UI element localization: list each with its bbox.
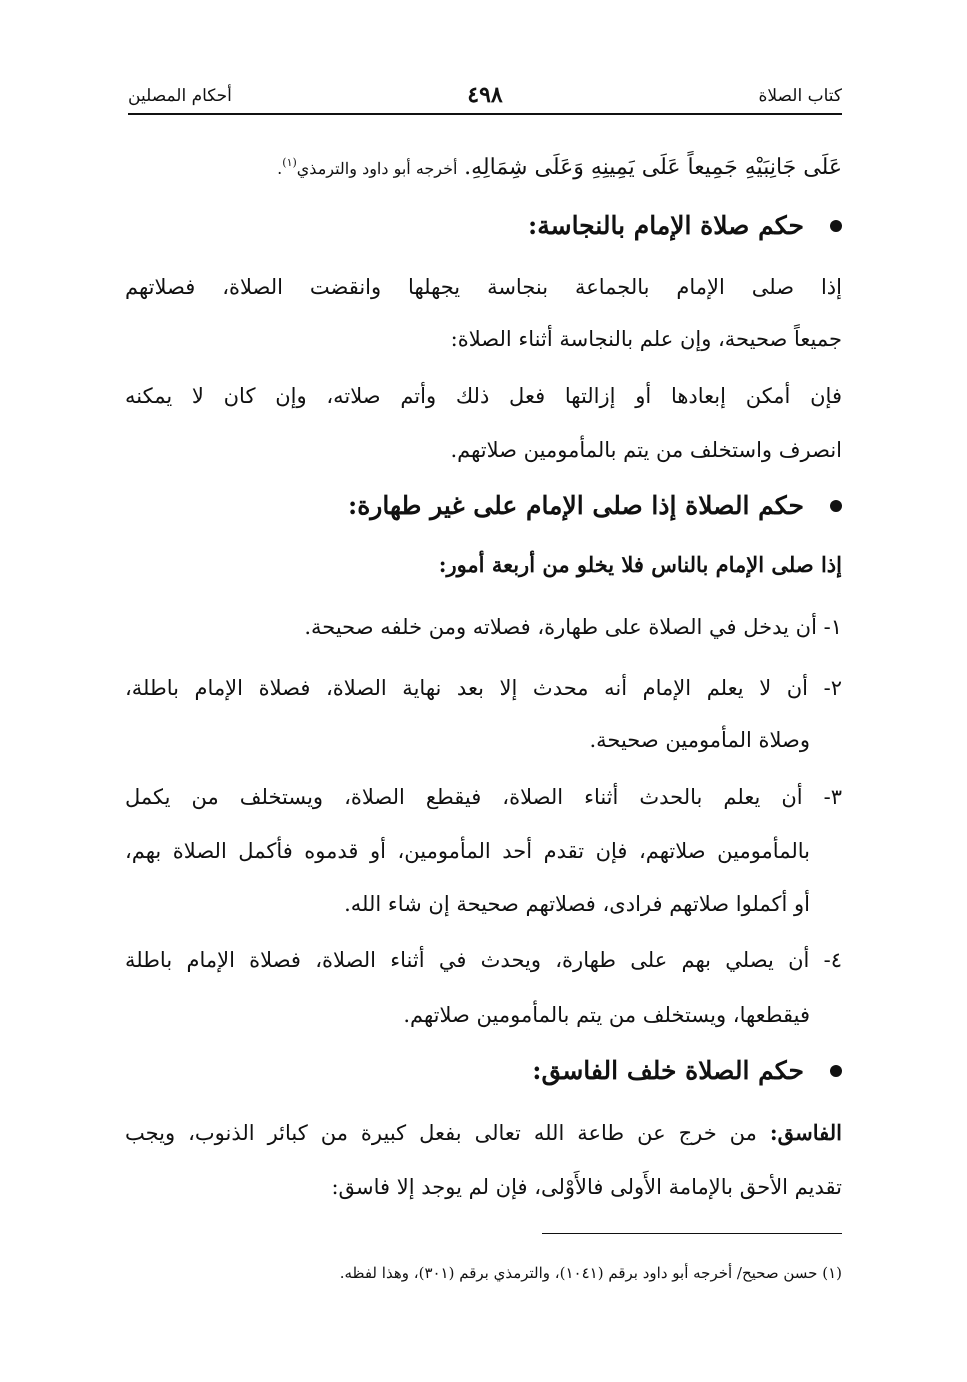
list-item-continuation: بالمأمومين صلاتهم، فإن تقدم أحد المأمومين، أو قدموه فأكمل الصلاة بهم، — [125, 839, 810, 863]
header-divider — [128, 113, 842, 115]
list-item-continuation: فيقطعها، ويستخلف من يتم بالمأمومين صلاتهم. — [403, 1003, 810, 1027]
page-number: ٤٩٨ — [467, 82, 503, 108]
footnote-divider — [542, 1233, 842, 1234]
defined-term: الفاسق: — [769, 1120, 842, 1145]
hadith-text: عَلَى جَانِبَيْهِ جَمِيعاً عَلَى يَمِينِهِ وَعَلَى شِمَالِهِ. — [464, 155, 842, 180]
footnote-ref: (١) — [282, 156, 297, 169]
section-heading: حكم صلاة الإمام بالنجاسة: — [125, 211, 842, 241]
book-title: كتاب الصلاة — [758, 86, 842, 106]
paragraph-line: فإن أمكن إبعادها أو إزالتها فعل ذلك وأتم صلاته، وإن كان لا يمكنه — [125, 384, 842, 408]
chapter-title: أحكام المصلين — [128, 86, 232, 106]
paragraph-line: جميعاً صحيحة، وإن علم بالنجاسة أثناء الصلاة: — [450, 327, 842, 351]
list-item: ٢- أن لا يعلم الإمام أنه محدث إلا بعد نهاية الصلاة، فصلاة الإمام باطلة، — [125, 676, 842, 700]
section-intro: إذا صلى الإمام بالناس فلا يخلو من أربعة أمور: — [438, 552, 842, 577]
paragraph-line: إذا صلى الإمام بالجماعة بنجاسة يجهلها وانقضت الصلاة، فصلاتهم — [125, 275, 842, 299]
section-heading: حكم الصلاة إذا صلى الإمام على غير طهارة: — [125, 491, 842, 521]
paragraph-line: انصرف واستخلف من يتم بالمأمومين صلاتهم. — [450, 438, 842, 462]
hadith-line: عَلَى جَانِبَيْهِ جَمِيعاً عَلَى يَمِينِهِ وَعَلَى شِمَالِهِ. أخرجه أبو داود والترمذي$^{(١)}$. — [277, 155, 842, 180]
list-item: ٤- أن يصلي بهم على طهارة، ويحدث في أثناء الصلاة، فصلاة الإمام باطلة — [125, 948, 842, 972]
bullet-icon — [830, 220, 842, 232]
hadith-source: أخرجه أبو داود والترمذي — [296, 159, 458, 178]
bullet-icon — [830, 500, 842, 512]
section-heading: حكم الصلاة خلف الفاسق: — [125, 1056, 842, 1086]
list-item-continuation: أو أكملوا صلاتهم فرادى، فصلاتهم صحيحة إن شاء الله. — [344, 892, 810, 916]
paragraph-line: الفاسق: من خرج عن طاعة الله تعالى بفعل كبيرة من كبائر الذنوب، ويجب — [125, 1120, 842, 1145]
footnote: (١) حسن صحيح/ أخرجه أبو داود برقم (١٠٤١)، والترمذي برقم (٣٠١)، وهذا لفظه. — [339, 1264, 842, 1282]
running-header — [128, 82, 842, 112]
list-item-continuation: وصلاة المأمومين صحيحة. — [589, 728, 810, 752]
paragraph-line: تقديم الأحق بالإمامة الأَولى فالأَوْلى، فإن لم يوجد إلا فاسق: — [331, 1175, 842, 1199]
bullet-icon — [830, 1065, 842, 1077]
list-item: ٣- أن يعلم بالحدث أثناء الصلاة، فيقطع الصلاة، ويستخلف من يكمل — [125, 785, 842, 809]
list-item: ١- أن يدخل في الصلاة على طهارة، فصلاته ومن خلفه صحيحة. — [304, 615, 842, 639]
